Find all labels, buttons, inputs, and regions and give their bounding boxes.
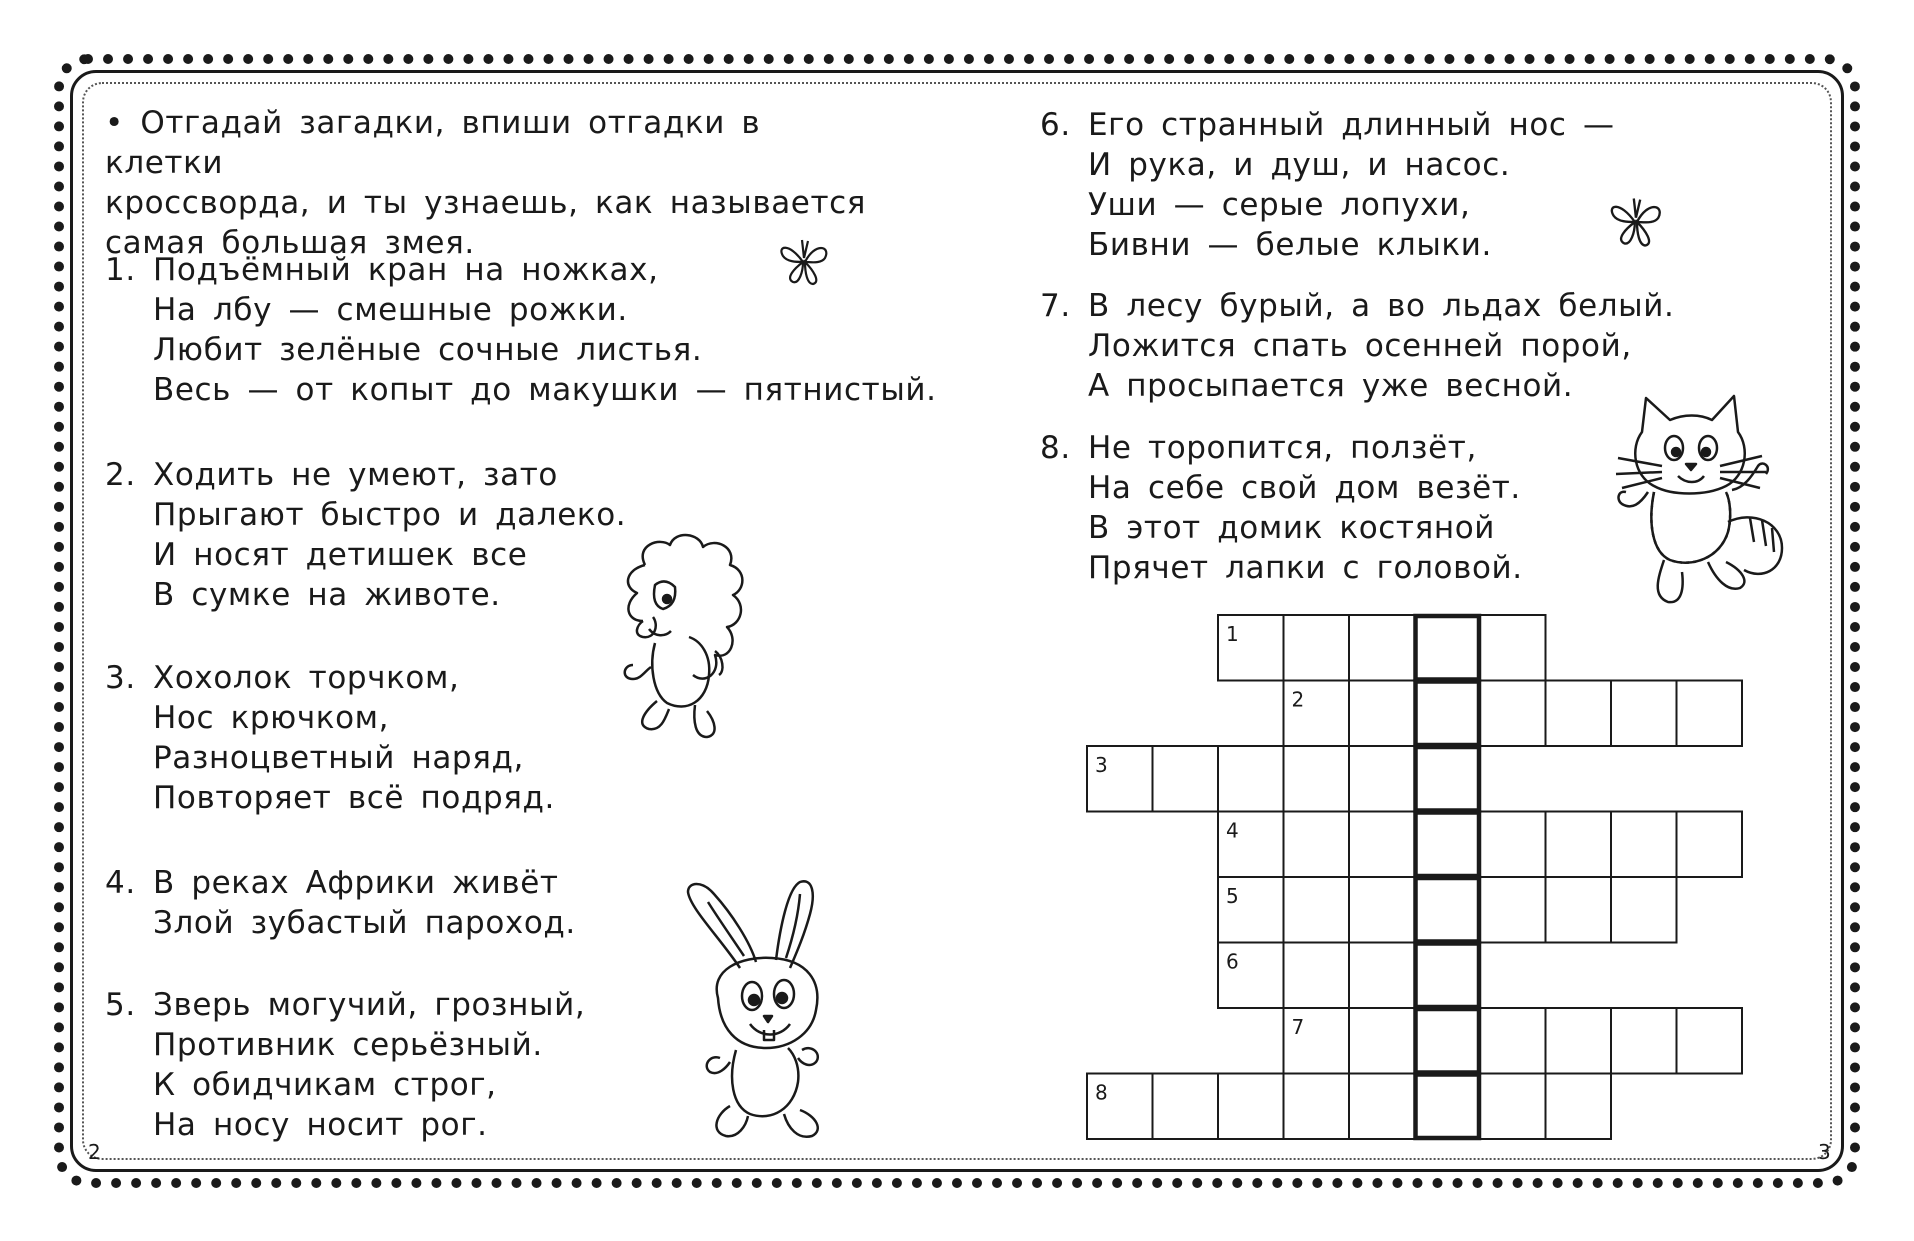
riddle-line: Весь — от копыт до макушки — пятнистый.	[153, 372, 937, 408]
riddle-number: 1.	[105, 252, 136, 288]
crossword-cell	[1480, 1008, 1546, 1074]
riddle-line: Бивни — белые клыки.	[1088, 227, 1492, 263]
crossword-clue-number: 2	[1291, 687, 1305, 712]
riddle-line: В сумке на животе.	[153, 577, 501, 613]
riddle-line: Противник серьёзный.	[153, 1027, 543, 1063]
crossword-clue-number: 1	[1226, 622, 1239, 646]
riddle-line: Уши — серые лопухи,	[1088, 187, 1471, 223]
crossword-cell	[1546, 1074, 1612, 1140]
riddle-line: Хохолок торчком,	[153, 660, 460, 696]
crossword-cell	[1349, 943, 1415, 1009]
crossword-cell	[1677, 681, 1743, 747]
crossword-cell	[1546, 812, 1612, 878]
crossword-cell	[1153, 1074, 1219, 1140]
crossword-cell	[1349, 1008, 1415, 1074]
crossword-cell	[1546, 877, 1612, 943]
crossword-clue-number: 5	[1226, 884, 1239, 908]
riddle-line: Его странный длинный нос —	[1088, 107, 1615, 143]
riddle-line: Не торопится, ползёт,	[1088, 430, 1477, 466]
crossword-cell	[1546, 1008, 1612, 1074]
crossword-cell	[1415, 746, 1481, 812]
crossword-cell	[1415, 877, 1481, 943]
crossword-cell	[1349, 812, 1415, 878]
crossword-cell	[1284, 943, 1350, 1009]
riddle-number: 2.	[105, 457, 136, 493]
riddle-line: На носу носит рог.	[153, 1107, 488, 1143]
crossword-cell	[1218, 746, 1284, 812]
page-number-left: 2	[88, 1140, 101, 1164]
riddle-line: Разноцветный наряд,	[153, 740, 524, 776]
riddle-line: Повторяет всё подряд.	[153, 780, 556, 816]
riddle-number: 3.	[105, 660, 136, 696]
riddle-line: Ложится спать осенней порой,	[1088, 328, 1632, 364]
riddle-line: Нос крючком,	[153, 700, 390, 736]
crossword-clue-number: 6	[1226, 949, 1239, 974]
crossword-cell	[1480, 812, 1546, 878]
riddle-line: На себе свой дом везёт.	[1088, 470, 1521, 506]
crossword-cell	[1349, 877, 1415, 943]
crossword-cell	[1611, 1008, 1677, 1074]
page-number-right: 3	[1818, 1140, 1831, 1164]
riddle-number: 8.	[1040, 430, 1071, 466]
crossword-cell	[1415, 1074, 1481, 1140]
riddle-line: Прячет лапки с головой.	[1088, 550, 1523, 586]
butterfly-icon	[775, 232, 835, 292]
crossword-cell	[1415, 681, 1481, 747]
crossword-clue-number: 4	[1226, 818, 1239, 843]
crossword-cell	[1415, 943, 1481, 1009]
riddle-line: В этот домик костяной	[1088, 510, 1496, 546]
instruction-line: • Отгадай загадки, впиши отгадки в клетки	[105, 105, 761, 181]
crossword-clue-number: 3	[1095, 753, 1108, 777]
crossword-cell	[1480, 615, 1546, 681]
crossword-cell	[1284, 615, 1350, 681]
crossword-cell	[1349, 746, 1415, 812]
crossword-cell	[1611, 681, 1677, 747]
crossword-cell	[1284, 812, 1350, 878]
crossword-cell	[1349, 1074, 1415, 1140]
butterfly-icon	[1605, 190, 1669, 254]
crossword-cell	[1415, 812, 1481, 878]
riddle-line: На лбу — смешные рожки.	[153, 292, 628, 328]
riddle-number: 5.	[105, 987, 136, 1023]
instruction-line: кроссворда, и ты узнаешь, как называется	[105, 185, 867, 221]
riddle-line: И рука, и душ, и насос.	[1088, 147, 1511, 183]
crossword-cell	[1677, 1008, 1743, 1074]
crossword-cell	[1611, 812, 1677, 878]
crossword-cell	[1349, 615, 1415, 681]
riddle-number: 6.	[1040, 107, 1071, 143]
crossword-cell	[1611, 877, 1677, 943]
riddle-line: Любит зелёные сочные листья.	[153, 332, 703, 368]
hedgehog-icon	[615, 525, 750, 750]
riddle-line: Прыгают быстро и далеко.	[153, 497, 627, 533]
crossword-clue-number: 7	[1291, 1015, 1305, 1039]
crossword-cell	[1284, 746, 1350, 812]
crossword-cell	[1415, 615, 1481, 681]
crossword-cell	[1415, 1008, 1481, 1074]
crossword-cell	[1480, 877, 1546, 943]
crossword-cell	[1677, 812, 1743, 878]
crossword-clue-number: 8	[1095, 1080, 1108, 1105]
riddle-line: Зверь могучий, грозный,	[153, 987, 586, 1023]
cat-icon	[1612, 392, 1790, 614]
crossword-cell	[1218, 1074, 1284, 1140]
riddle-line: А просыпается уже весной.	[1088, 368, 1574, 404]
riddle-line: В реках Африки живёт	[153, 865, 559, 901]
riddle-number: 4.	[105, 865, 136, 901]
riddle-number: 7.	[1040, 288, 1071, 324]
crossword-cell	[1153, 746, 1219, 812]
crossword-cell	[1480, 1074, 1546, 1140]
instruction-line: самая большая змея.	[105, 225, 475, 261]
crossword-cell	[1284, 1074, 1350, 1140]
bunny-icon	[680, 878, 860, 1146]
crossword-cell	[1546, 681, 1612, 747]
riddle-line: Злой зубастый пароход.	[153, 905, 576, 941]
crossword-cell	[1480, 681, 1546, 747]
riddle-line: Ходить не умеют, зато	[153, 457, 558, 493]
crossword-cell	[1349, 681, 1415, 747]
riddle-line: В лесу бурый, а во льдах белый.	[1088, 288, 1675, 324]
riddle-line: Подъёмный кран на ножках,	[153, 252, 659, 288]
riddle-line: К обидчикам строг,	[153, 1067, 497, 1103]
riddle-line: И носят детишек все	[153, 537, 528, 573]
crossword-cell	[1284, 877, 1350, 943]
